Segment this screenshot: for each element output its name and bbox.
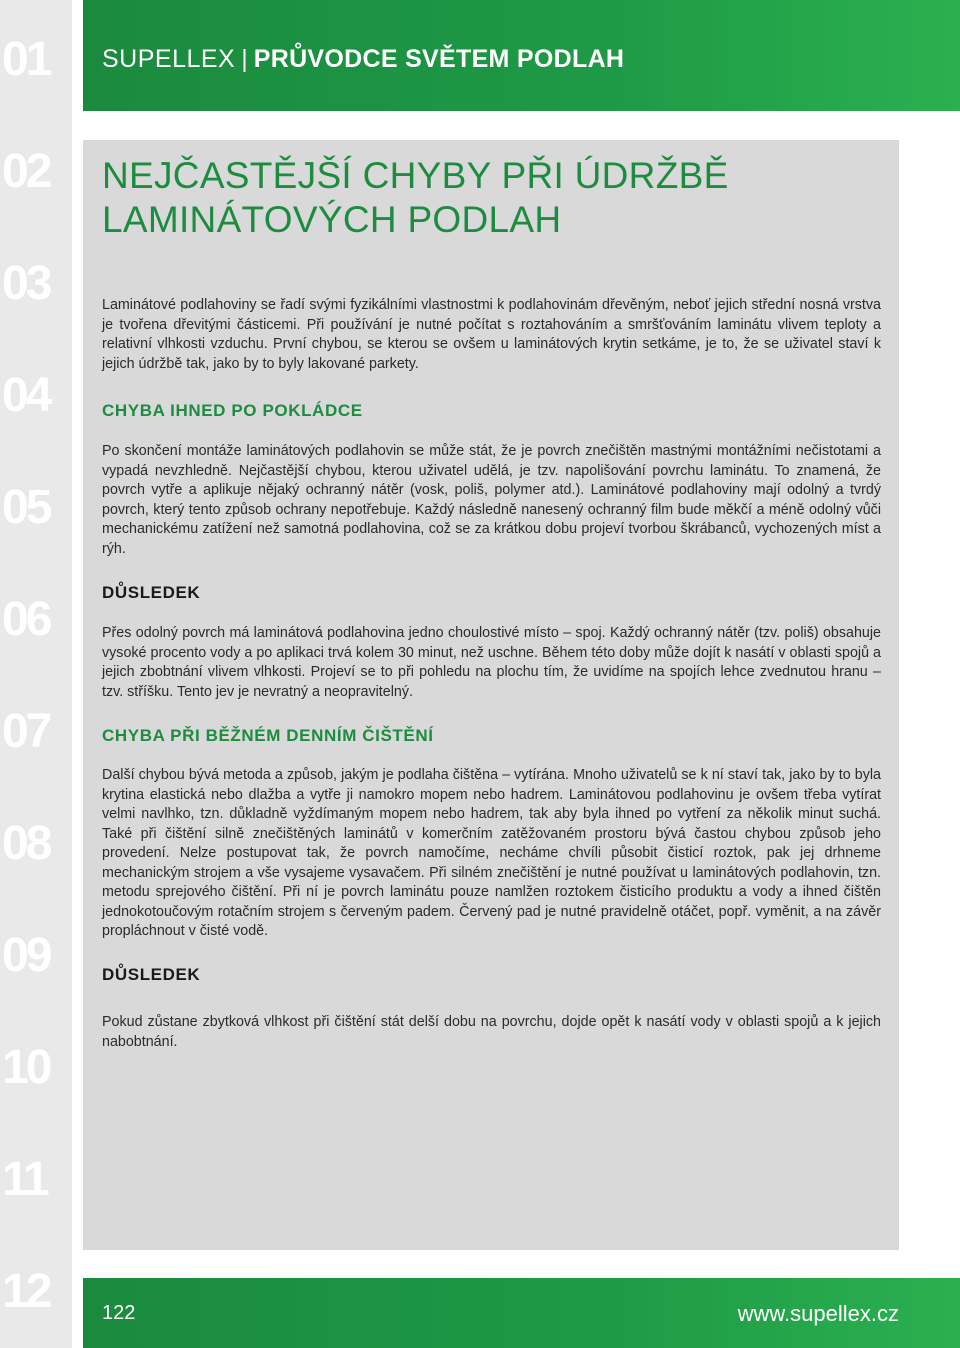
chapter-tab-12[interactable]: 12	[2, 1265, 50, 1318]
section-text-consequence-2: Pokud zůstane zbytková vlhkost při čištění stát delší dobu na povrchu, dojde opět k nasátí vody v oblasti spojů a k jejich nabobtnání.	[102, 1014, 881, 1050]
chapter-tab-04[interactable]: 04	[2, 369, 50, 422]
chapter-tab-01[interactable]: 01	[2, 33, 50, 86]
chapter-tab-08[interactable]: 08	[2, 817, 50, 870]
section-heading-after-installation: CHYBA IHNED PO POKLÁDCE	[102, 401, 363, 420]
chapter-tab-11[interactable]: 11	[2, 1153, 47, 1206]
section-text-after-installation: Po skončení montáže laminátových podlahovin se může stát, že je povrch znečištěn mastnými montážními nečistotami a vypadá nevzhledně. Nejčastější chybou, kterou uživatel udělá, je tzv. napolišování povrchu laminátu. To znamená, že povrch vytře a aplikuje nějaký ochranný nátěr (vosk, poliš, polymer atd.). Laminátové podlahoviny mají odolný a tvrdý povrch, který tento způsob ochrany nepotřebuje. Každý následně nanesený ochranný film bude měkčí a méně odolný vůči mechanickému zatížení než samotná podlahovina, což se za krátkou dobu projeví tvorbou škrábanců, vychozených míst a rýh.	[102, 443, 881, 557]
page-title-line-1: NEJČASTĚJŠÍ CHYBY PŘI ÚDRŽBĚ	[102, 155, 729, 196]
section-text-daily-cleaning: Další chybou bývá metoda a způsob, jakým je podlaha čištěna – vytírána. Mnoho uživatelů se k ní staví tak, jako by to byla krytina elastická nebo dlažba a vytře ji namokro mopem nebo hadrem. Laminátovou podlahovinu je ovšem třeba vytírat velmi navlhko, tzn. důkladně vyždímaným mopem nebo hadrem, tak aby byla ihned po vytření za několik minut suchá. Také při čištění silně znečištěných laminátů v komerčním zatěžovaném prostoru bývá častou chybou způsob jeho provedení. Nelze postupovat tak, že povrch namočíme, necháme chvíli působit čisticí roztok, pak jej drhneme mechanickým strojem a vše vysajeme vysavačem. Při silném znečištění je nutné používat u laminátových podlahovin, tzn. metodu sprejového čištění. Při ní je povrch laminátu pouze namlžen roztokem čisticího produktu a vody a ihned čištěn jednokotoučovým rotačním strojem s červeným padem. Červený pad je nutné pravidelně otáčet, popř. vyměnit, a na závěr propláchnout v čisté vodě.	[102, 767, 881, 939]
content-panel	[83, 140, 899, 1250]
page-title-line-2: LAMINÁTOVÝCH PODLAH	[102, 199, 562, 240]
intro-paragraph: Laminátové podlahoviny se řadí svými fyzikálními vlastnostmi k podlahovinám dřevěným, neboť jejich střední nosná vrstva je tvořena dřevitými částicemi. Při používání je nutné počítat s roztahováním a smršťováním laminátu vlivem teploty a relativní vlhkosti vzduchu. První chybou, se kterou se ovšem u laminátových krytin setkáme, je to, že se uživatel staví k jejich údržbě tak, jako by to byly lakované parkety.	[102, 297, 881, 372]
chapter-tab-07[interactable]: 07	[2, 705, 50, 758]
page-title	[102, 154, 729, 242]
chapter-tab-10[interactable]: 10	[2, 1041, 50, 1094]
header-bar	[83, 0, 960, 111]
guide-title: PRŮVODCE SVĚTEM PODLAH	[253, 45, 625, 73]
chapter-tab-03[interactable]: 03	[2, 257, 50, 310]
website-link[interactable]: www.supellex.cz	[737, 1301, 899, 1326]
section-heading-consequence-1: DŮSLEDEK	[102, 583, 201, 602]
section-heading-consequence-2: DŮSLEDEK	[102, 965, 201, 984]
section-text-consequence-1: Přes odolný povrch má laminátová podlahovina jedno choulostivé místo – spoj. Každý ochranný nátěr (tzv. poliš) obsahuje vysoké procento vody a po aplikaci trvá kolem 30 minut, než uschne. Během této doby může dojít k nasátí v oblasti spojů a jejich zbobtnání vlivem vlhkosti. Projeví se to při pohledu na plochu tím, že uvidíme na spojích lehce zvednutou hranu – tzv. stříšku. Tento jev je nevratný a neopravitelný.	[102, 625, 881, 700]
chapter-tab-09[interactable]: 09	[2, 929, 50, 982]
brand-name: SUPELLEX	[102, 45, 236, 73]
chapter-tab-06[interactable]: 06	[2, 593, 50, 646]
header-title	[102, 45, 624, 74]
header-separator: |	[241, 45, 248, 73]
footer-bar	[83, 1278, 960, 1348]
page-number: 122	[102, 1302, 136, 1324]
section-heading-daily-cleaning: CHYBA PŘI BĚŽNÉM DENNÍM ČIŠTĚNÍ	[102, 726, 434, 745]
chapter-tab-05[interactable]: 05	[2, 481, 50, 534]
chapter-tab-02[interactable]: 02	[2, 145, 50, 198]
chapter-index-sidebar	[0, 0, 72, 1348]
